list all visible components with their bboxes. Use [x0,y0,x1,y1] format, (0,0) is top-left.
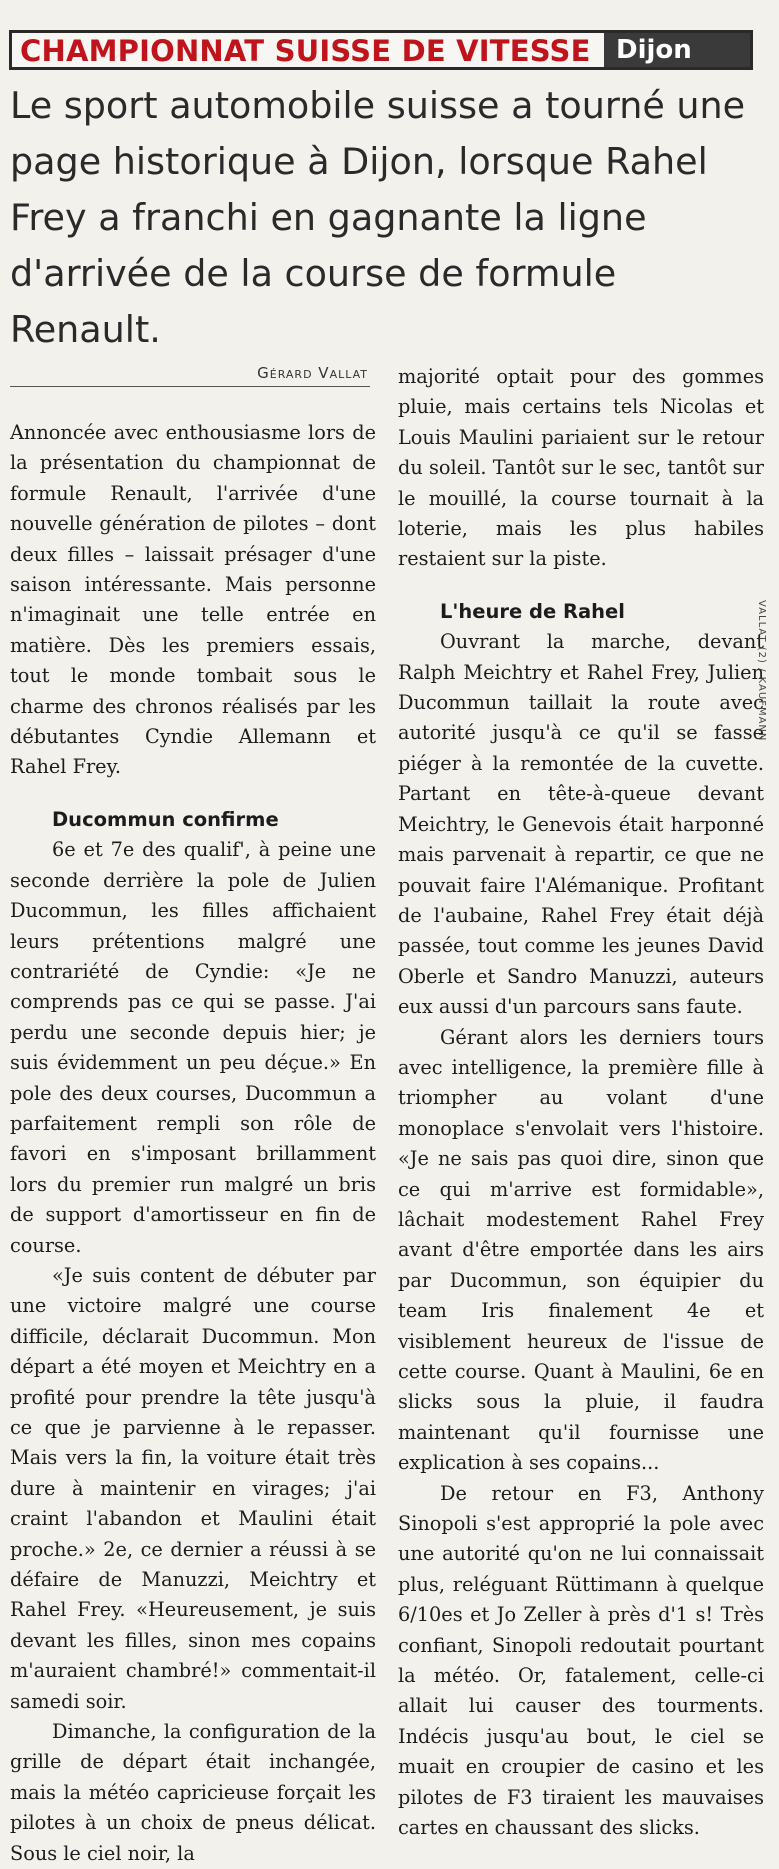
body-paragraph: Gérant alors les derniers tours avec intelligence, la première fille à triompher au volant d'une monoplace s'envolait vers l'histoire. «Je ne sais pas quoi dire, sinon que ce qui m'arrive est formidable», lâchait modestement Rahel Frey avant d'être emportée dans les airs par Ducommun, son équipier du team Iris finalement 4e et visiblement heureux de l'issue de cette course. Quant à Maulini, 6e en slicks sous la pluie, il faudra maintenant qu'il fournisse une explication à ses copains... [398,1025,764,1475]
author-byline: Gérard Vallat [257,364,368,382]
body-paragraph: Annoncée avec enthousiasme lors de la présentation du championnat de formule Renault, l'arrivée d'une nouvelle génération de pilotes – dont deux filles – laissait présager d'une saison intéressante. Mais personne n'imaginait une telle entrée en matière. Dès les premiers essais, tout le monde tombait sous le charme des chronos réalisés par les débutantes Cyndie Allemann et Rahel Frey. [10,421,376,779]
article-column-left [10,418,376,1869]
subheading: L'heure de Rahel [440,599,625,623]
body-paragraph: 6e et 7e des qualif', à peine une seconde derrière la pole de Julien Ducommun, les filles affichaient leurs prétentions malgré une contrariété de Cyndie: «Je ne comprends pas ce qui se passe. J'ai perdu une seconde depuis hier; je suis évidemment un peu déçue.» En pole des deux courses, Ducommun a parfaitement rempli son rôle de favori en s'imposant brillamment lors du premier run malgré un bris de support d'amortisseur en fin de course. [10,838,376,1257]
body-paragraph: «Je suis content de débuter par une victoire malgré une course difficile, déclarait Ducommun. Mon départ a été moyen et Meichtry en a profité pour prendre la tête jusqu'à ce que je parvienne à le repasser. Mais vers la fin, la voiture était très dure à maintenir en virages; j'ai craint l'abandon et Maulini était proche.» 2e, ce dernier a réussi à se défaire de Manuzzi, Meichtry et Rahel Frey. «Heureusement, je suis devant les filles, sinon mes copains m'auraient chambré!» commentait-il samedi soir. [10,1263,376,1713]
lead-paragraph: Le sport automobile suisse a tourné une page historique à Dijon, lorsque Rahel Frey a franchi en gagnante la ligne d'arrivée de la course de formule Renault. [10,84,746,351]
body-paragraph: De retour en F3, Anthony Sinopoli s'est approprié la pole avec une autorité qu'on ne lui connaissait plus, reléguant Rüttimann à quelque 6/10es et Jo Zeller à près d'1 s! Très confiant, Sinopoli redoutait pourtant la météo. Or, fatalement, celle-ci allait lui causer des tourments. Indécis jusqu'au bout, le ciel se muait en croupier de casino et les pilotes de F3 tiraient les mauvaises cartes en chaussant des slicks. [398,1481,764,1840]
body-paragraph: majorité optait pour des gommes pluie, mais certains tels Nicolas et Louis Maulini pariaient sur le retour du soleil. Tantôt sur le sec, tantôt sur le mouillé, la course tournait à la loterie, mais les plus habiles restaient sur la piste. [398,365,764,571]
location-tag: Dijon [604,33,750,67]
article-column-right [398,362,764,1844]
body-paragraph: Dimanche, la configuration de la grille de départ était inchangée, mais la météo capricieuse forçait les pilotes à un choix de pneus délicat. Sous le ciel noir, la [10,1720,376,1865]
photo-credit: VALLAT (2) / KAUFMANN [756,600,767,742]
author-divider [10,386,370,387]
body-paragraph: Ouvrant la marche, devant Ralph Meichtry et Rahel Frey, Julien Ducommun taillait la route avec autorité jusqu'à ce qu'il se fasse piéger à la remontée de la cuvette. Partant en tête-à-queue devant Meichtry, le Genevois était harponné mais parvenait à repartir, ce que ne pouvait faire l'Alémanique. Profitant de l'aubaine, Rahel Frey était déjà passée, tout comme les jeunes David Oberle et Sandro Manuzzi, auteurs eux aussi d'un parcours sans faute. [398,630,764,1019]
section-title: CHAMPIONNAT SUISSE DE VITESSE [20,34,591,68]
subheading: Ducommun confirme [52,807,279,831]
section-header [9,30,753,70]
